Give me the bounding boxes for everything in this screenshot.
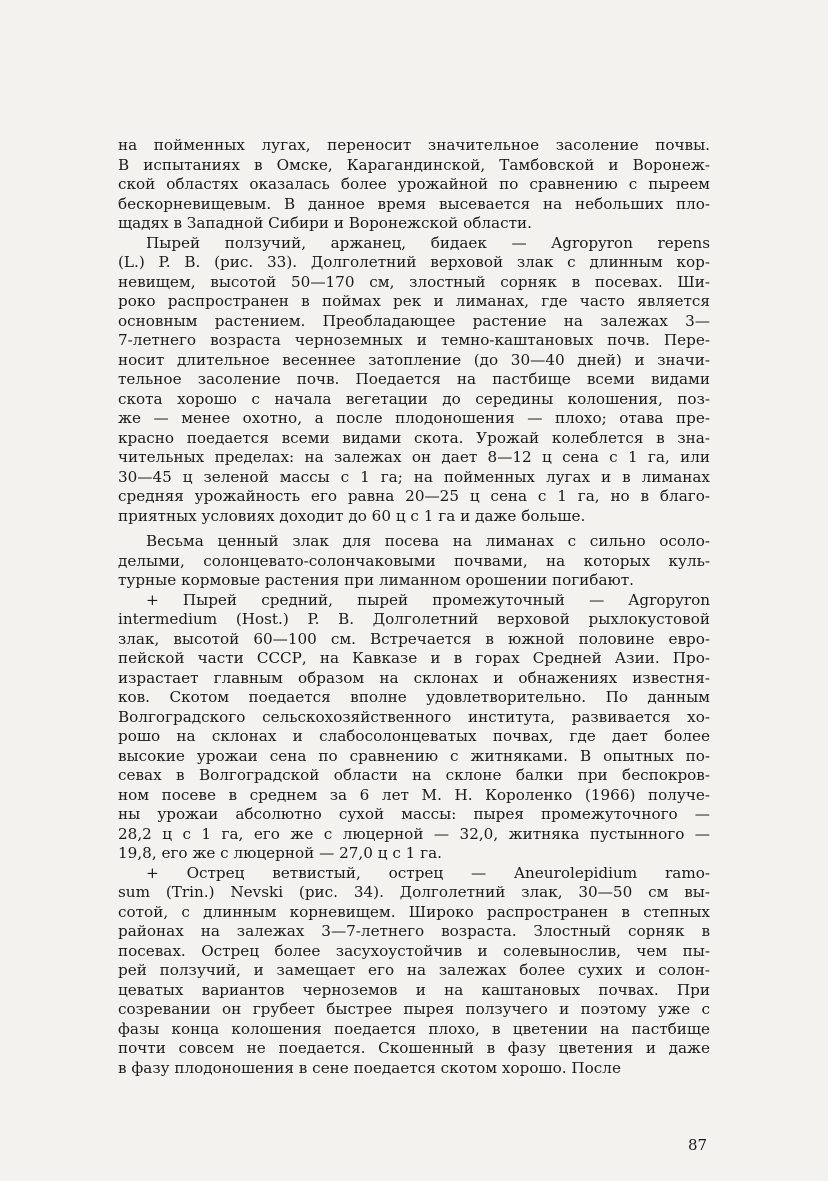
text-line: рошо на склонах и слабосолонцеватых почвах, где дает более	[118, 727, 710, 745]
text-line: носит длительное весеннее затопление (до 30—40 дней) и значи-	[118, 350, 710, 369]
text-line: в фазу плодоношения в сене поедается скотом хорошо. После	[118, 1058, 621, 1077]
text-line: основным растением. Преобладающее растение на залежах 3—	[118, 311, 710, 330]
text-line: 30—45 ц зеленой массы с 1 га; на пойменных лугах и в лиманах	[118, 467, 710, 486]
paragraph	[118, 234, 710, 527]
paragraph	[118, 532, 710, 591]
text-line: злак, высотой 60—100 см. Встречается в южной половине евро-	[118, 629, 710, 648]
paragraph	[118, 136, 710, 234]
text-line: скота хорошо с начала вегетации до середины колошения, поз-	[118, 389, 710, 408]
text-line: почти совсем не поедается. Скошенный в фазу цветения и даже	[118, 1039, 710, 1057]
text-line: тельное засоление почв. Поедается на пастбище всеми видами	[118, 370, 710, 388]
text-line: израстает главным образом на склонах и обнажениях известня-	[118, 668, 710, 687]
text-line: В испытаниях в Омске, Карагандинской, Тамбовской и Воронеж-	[118, 155, 710, 174]
paragraph	[118, 591, 710, 864]
text-line: (L.) P. B. (рис. 33). Долголетний верховой злак с длинным кор-	[118, 253, 710, 271]
text-line: рей ползучий, и замещает его на залежах более сухих и солон-	[118, 961, 710, 979]
text-line: районах на залежах 3—7-летнего возраста. Злостный сорняк в	[118, 922, 710, 940]
text-line: 19,8, его же с люцерной — 27,0 ц с 1 га.	[118, 844, 442, 862]
text-line: бескорневищевым. В данное время высевается на небольших пло-	[118, 194, 710, 213]
text-line: ков. Скотом поедается вполне удовлетворительно. По данным	[118, 688, 710, 706]
text-line: Весьма ценный злак для посева на лиманах с сильно осоло-	[146, 532, 710, 550]
text-line: же — менее охотно, а после плодоношения — плохо; отава пре-	[118, 409, 710, 427]
text-line: + Острец ветвистый, острец — Aneurolepidium ramo-	[146, 863, 710, 882]
text-line: + Пырей средний, пырей промежуточный — Agropyron	[146, 590, 710, 609]
text-line: высокие урожаи сена по сравнению с житняками. В опытных по-	[118, 746, 710, 765]
text-line: 28,2 ц с 1 га, его же с люцерной — 32,0, житняка пустынного —	[118, 824, 710, 843]
text-line: фазы конца колошения поедается плохо, в цветении на пастбище	[118, 1019, 710, 1038]
text-line: на пойменных лугах, переносит значительное засоление почвы.	[118, 136, 710, 154]
text-line: роко распространен в поймах рек и лиманах, где часто является	[118, 292, 710, 310]
text-line: ны урожаи абсолютно сухой массы: пырея промежуточного —	[118, 805, 710, 823]
text-line: ской областях оказалась более урожайной по сравнению с пыреем	[118, 175, 710, 193]
text-line: турные кормовые растения при лиманном орошении погибают.	[118, 571, 634, 589]
text-line: sum (Trin.) Nevski (рис. 34). Долголетний злак, 30—50 см вы-	[118, 883, 710, 901]
text-line: делыми, солонцевато-солончаковыми почвами, на которых куль-	[118, 551, 710, 570]
text-line: чительных пределах: на залежах он дает 8—12 ц сена с 1 га, или	[118, 448, 710, 466]
text-line: посевах. Острец более засухоустойчив и солевынослив, чем пы-	[118, 941, 710, 960]
page-number: 87	[688, 1136, 708, 1154]
text-column	[118, 136, 710, 1078]
text-line: Пырей ползучий, аржанец, бидаек — Agropyron repens	[146, 233, 710, 252]
text-line: цеватых вариантов черноземов и на каштановых почвах. При	[118, 980, 710, 999]
text-line: сотой, с длинным корневищем. Широко распространен в степных	[118, 902, 710, 921]
text-line: невищем, высотой 50—170 см, злостный сорняк в посевах. Ши-	[118, 272, 710, 291]
text-line: Волгоградского сельскохозяйственного института, развивается хо-	[118, 707, 710, 726]
paragraph	[118, 864, 710, 1079]
text-line: созревании он грубеет быстрее пырея ползучего и поэтому уже с	[118, 1000, 710, 1018]
text-line: приятных условиях доходит до 60 ц с 1 га и даже больше.	[118, 506, 586, 525]
text-line: пейской части СССР, на Кавказе и в горах Средней Азии. Про-	[118, 649, 710, 667]
text-line: ном посеве в среднем за 6 лет М. Н. Короленко (1966) получе-	[118, 785, 710, 804]
text-line: средняя урожайность его равна 20—25 ц сена с 1 га, но в благо-	[118, 487, 710, 505]
text-line: intermedium (Host.) P. B. Долголетний верховой рыхлокустовой	[118, 610, 710, 628]
text-line: красно поедается всеми видами скота. Урожай колеблется в зна-	[118, 428, 710, 447]
text-line: 7-летнего возраста черноземных и темно-каштановых почв. Пере-	[118, 331, 710, 349]
text-line: севах в Волгоградской области на склоне балки при беспокров-	[118, 766, 710, 784]
text-line: щадях в Западной Сибири и Воронежской области.	[118, 214, 532, 232]
